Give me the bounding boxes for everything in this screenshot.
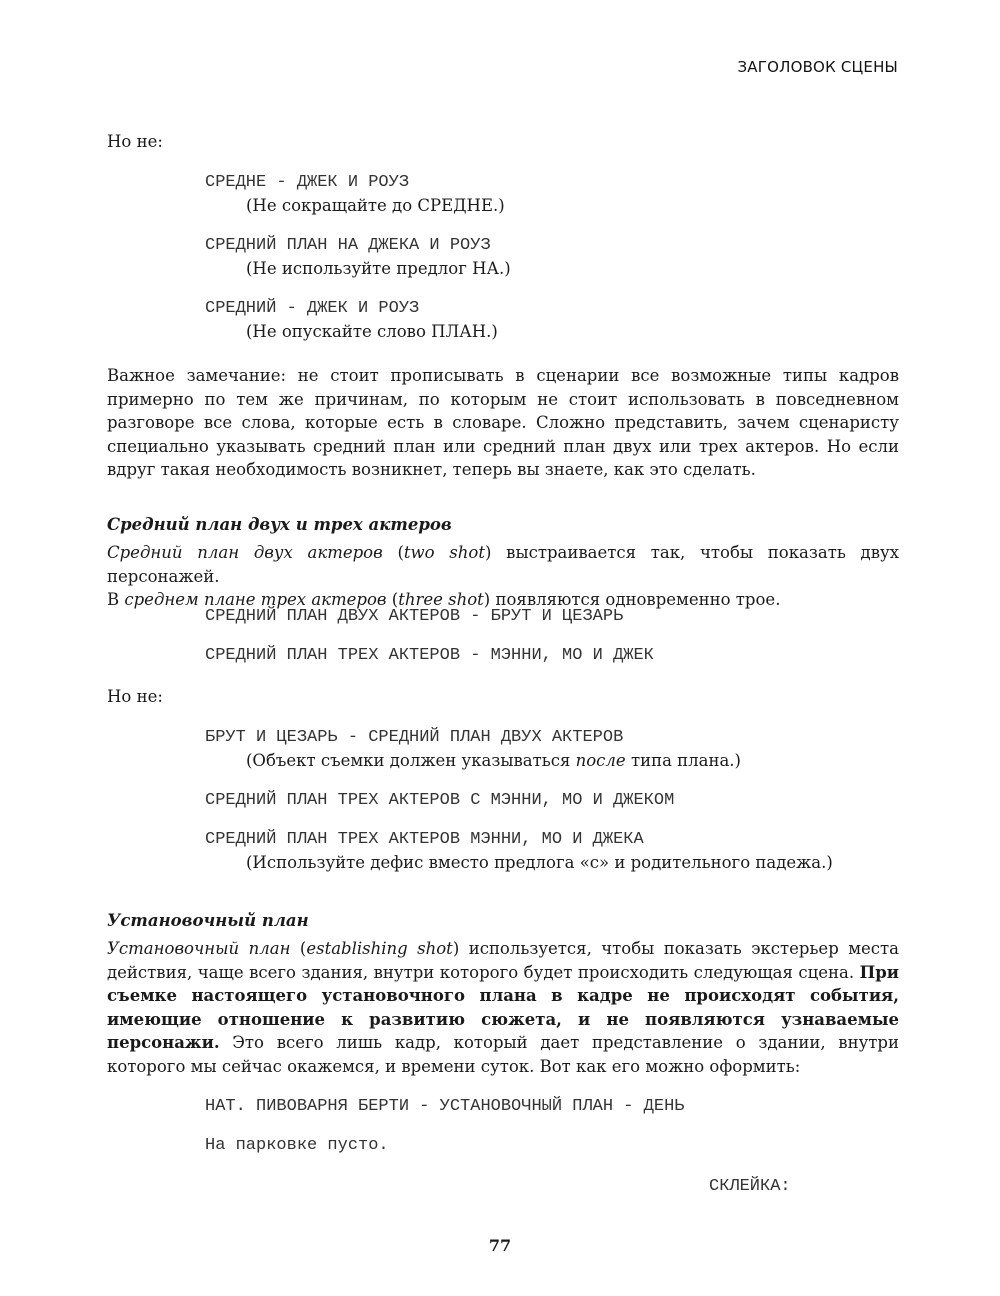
code-bad-1: БРУТ И ЦЕЗАРЬ - СРЕДНИЙ ПЛАН ДВУХ АКТЕРОВ [205, 728, 624, 747]
code-example-3: СРЕДНИЙ - ДЖЕК И РОУЗ [205, 299, 420, 318]
establishing-paragraph: Установочный план (establishing shot) используется, чтобы показать экстерьер места действия, чаще всего здания, внутри которого будет происходить следующая сцена. При съемке настоящего установочного плана в кадре не происходят события, имеющие отношение к развитию сюжета, и не появляются узнаваемые персонажи. Это всего лишь кадр, который дает представление о здании, внутри которого мы сейчас окажемся, и времени суток. Вот как его можно оформить: [107, 939, 899, 1076]
note-example-3: (Не опускайте слово ПЛАН.) [246, 322, 498, 341]
code-two-shot: СРЕДНИЙ ПЛАН ДВУХ АКТЕРОВ - БРУТ И ЦЕЗАРЬ [205, 607, 624, 626]
but-not-label: Но не: [107, 132, 163, 151]
section-heading-two-three-shot: Средний план двух и трех актеров [107, 515, 452, 534]
two-shot-line: Средний план двух актеров (two shot) выстраивается так, чтобы показать двух персонажей. [107, 543, 899, 586]
page-number: 77 [488, 1236, 512, 1255]
note-example-1: (Не сокращайте до СРЕДНЕ.) [246, 196, 505, 215]
code-transition: СКЛЕЙКА: [709, 1177, 791, 1196]
remark-paragraph: Важное замечание: не стоит прописывать в сценарии все возможные типы кадров примерно по тем же причинам, по которым не стоит использовать в повседневном разговоре все слова, которые есть в словаре. Сложно представить, зачем сценаристу специально указывать средний план или средний план двух или трех актеров. Но если вдруг такая необходимость возникнет, теперь вы знаете, как это сделать. [107, 366, 899, 479]
code-example-1: СРЕДНЕ - ДЖЕК И РОУЗ [205, 173, 410, 192]
running-header: ЗАГОЛОВОК СЦЕНЫ [737, 58, 898, 76]
note-bad-3: (Используйте дефис вместо предлога «с» и родительного падежа.) [246, 853, 833, 872]
code-bad-3: СРЕДНИЙ ПЛАН ТРЕХ АКТЕРОВ МЭННИ, МО И ДЖЕКА [205, 830, 644, 849]
two-three-shot-paragraph [107, 541, 899, 612]
code-establishing: НАТ. ПИВОВАРНЯ БЕРТИ - УСТАНОВОЧНЫЙ ПЛАН - ДЕНЬ [205, 1097, 685, 1116]
code-three-shot: СРЕДНИЙ ПЛАН ТРЕХ АКТЕРОВ - МЭННИ, МО И ДЖЕК [205, 646, 654, 665]
code-action-line: На парковке пусто. [205, 1136, 389, 1155]
but-not-label-2: Но не: [107, 687, 163, 706]
section-heading-establishing-shot: Установочный план [107, 911, 309, 930]
code-example-2: СРЕДНИЙ ПЛАН НА ДЖЕКА И РОУЗ [205, 236, 491, 255]
note-bad-1: (Объект съемки должен указываться после типа плана.) [246, 751, 741, 770]
three-shot-line: В среднем плане трех актеров (three shot) появляются одновременно трое. [107, 590, 781, 609]
code-bad-2: СРЕДНИЙ ПЛАН ТРЕХ АКТЕРОВ С МЭННИ, МО И ДЖЕКОМ [205, 791, 675, 810]
note-example-2: (Не используйте предлог НА.) [246, 259, 511, 278]
